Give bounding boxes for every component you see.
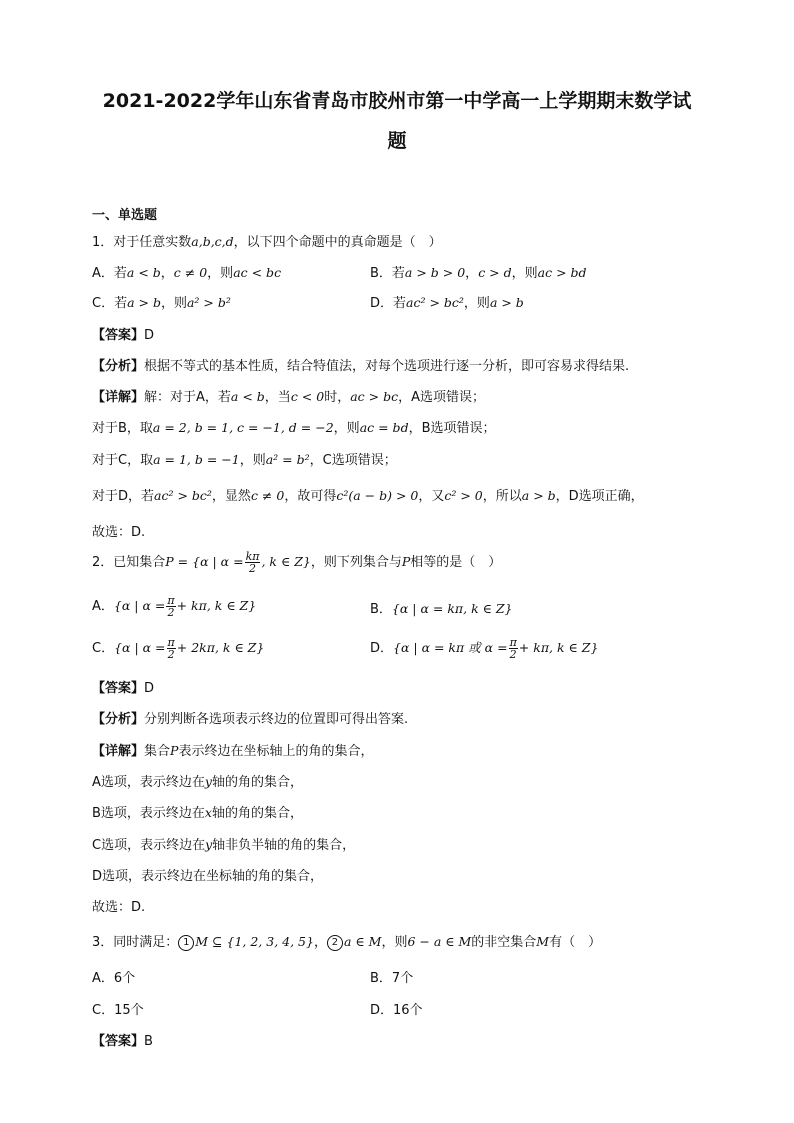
math: c²(a − b) > 0 [336,488,419,503]
q1-option-d [370,292,524,311]
text: ，则 [333,421,360,436]
answer-label: 【答案】 [92,1034,145,1049]
math: a > b [489,295,524,310]
answer-value: D [144,328,155,343]
q1-detail-line-3 [92,449,397,468]
answer-label: 【答案】 [92,328,145,343]
q1-choose: 故选：D. [92,525,146,540]
fraction-numerator: π [167,594,175,607]
answer-label: 【答案】 [92,681,145,696]
q1-detail-line-2 [92,417,496,436]
text: ，当 [264,390,291,405]
math: a = 1, b = −1 [153,452,240,467]
q1-option-a [92,262,281,281]
option-label: A． [92,599,114,614]
math: ac² > bc² [154,488,212,503]
text: 表示终边在坐标轴上的角的集合， [178,744,374,759]
q1-answer [92,324,154,343]
math: a = 2, b = 1, c = −1, d = −2 [152,420,334,435]
fraction-denominator: 2 [249,562,257,575]
fraction [166,595,175,618]
q1-option-b [370,262,587,281]
math: 6 − a ∈ M [407,934,472,949]
text: ，显然 [211,489,251,504]
math: , k ∈ Z} [261,554,311,569]
circled-number-1: 1 [178,935,194,951]
math: y [205,837,213,852]
math: ac > bc [350,389,399,404]
q3-stem [92,931,601,951]
text: ，C选项错误； [309,453,397,468]
text: ，A选项错误； [398,390,485,405]
math: P [401,554,411,569]
analysis-label: 【分析】 [92,359,145,374]
q2-answer [92,677,154,696]
fraction [167,637,176,660]
math: ac² > bc² [406,295,464,310]
q2-detail-a [92,771,303,790]
option-label: C． [92,641,115,656]
math: P [170,743,179,758]
text: 有（ ） [549,935,602,950]
math: + kπ, k ∈ Z} [518,640,599,655]
fraction-denominator: 2 [167,606,175,619]
section-heading: 一、单选题 [92,208,158,223]
math: a² > b² [186,295,231,310]
page-title: 2021-2022学年山东省青岛市胶州市第一中学高一上学期期末数学试 [102,90,692,112]
detail-label: 【详解】 [92,744,145,759]
q1-option-c [92,292,231,311]
math: {α | α = kπ, k ∈ Z} [391,601,513,616]
math: {α | α = kπ 或 α = [393,640,508,655]
q2-detail-d: D选项，表示终边在坐标轴的角的集合， [92,869,324,884]
math: a² = b² [265,452,310,467]
text: 对于C，取 [92,453,154,468]
text: ，则下列集合与 [310,555,402,570]
q1-stem [92,231,442,250]
fraction [245,551,261,574]
math: M ⊆ {1, 2, 3, 4, 5} [195,934,314,949]
text: ，B选项错误； [408,421,496,436]
answer-value: B [144,1034,153,1049]
analysis-text: 分别判断各选项表示终边的位置即可得出答案. [144,712,409,727]
math: P = {α | α = [165,554,244,569]
answer-value: D [144,681,155,696]
fraction-denominator: 2 [167,648,175,661]
math: c < 0 [290,389,325,404]
text: ，D选项正确， [555,489,644,504]
circled-number-2: 2 [327,935,343,951]
q1-stem-post: ，以下四个命题中的真命题是（ ） [233,235,442,250]
text: 时， [324,390,351,405]
separator: ， [465,266,479,281]
text: 2．已知集合 [92,555,166,570]
fraction-numerator: kπ [245,550,260,563]
q2-choose: 故选：D. [92,900,146,915]
math: a ∈ M [343,934,382,949]
text: B选项，表示终边在 [92,806,205,821]
math: y [204,774,212,789]
q2-option-b [370,598,513,617]
q3-option-a: A．6个 [92,971,136,986]
text: ，所以 [482,489,522,504]
q2-option-a [92,595,256,618]
text: C选项，表示终边在 [92,838,206,853]
q2-option-d [370,637,598,660]
page-title-continued: 题 [387,130,407,152]
text: ，则 [239,453,266,468]
fraction [509,637,518,660]
math: c ≠ 0 [173,265,208,280]
q2-detail [92,740,373,759]
math: {α | α = [114,640,166,655]
q2-analysis [92,708,408,727]
separator: ， [160,266,174,281]
fraction-denominator: 2 [509,648,517,661]
text: ，则 [207,266,234,281]
fraction-numerator: π [509,636,517,649]
q2-detail-b [92,802,303,821]
math: a > b [127,295,161,310]
q1-detail-line-4 [92,485,644,504]
math: a > b > 0 [404,265,466,280]
q1-detail-line-1 [92,386,485,405]
math: c² > 0 [444,488,483,503]
option-label: C．若 [92,296,128,311]
q3-answer [92,1030,153,1049]
q1-stem-vars: a,b,c,d [191,234,234,249]
text: 对于B，取 [92,421,153,436]
q3-option-d: D．16个 [370,1003,423,1018]
option-label: B． [370,602,392,617]
text: ，又 [418,489,445,504]
separator: ， [313,935,327,950]
analysis-label: 【分析】 [92,712,145,727]
text: 轴的角的集合， [211,775,303,790]
math: + 2kπ, k ∈ Z} [176,640,265,655]
math: ac = bd [359,420,409,435]
text: 3．同时满足： [92,935,179,950]
analysis-text: 根据不等式的基本性质，结合特值法，对每个选项进行逐一分析，即可容易求得结果. [144,359,630,374]
math: x [204,805,212,820]
math: a > b [521,488,556,503]
q3-option-b: B．7个 [370,971,414,986]
text: ，故可得 [284,489,337,504]
text: ，则 [463,296,490,311]
text: 对于D，若 [92,489,155,504]
text: 集合 [144,744,171,759]
detail-label: 【详解】 [92,390,145,405]
math: {α | α = [113,598,166,613]
q2-stem [92,551,501,574]
math: ac > bd [537,265,587,280]
math: + kπ, k ∈ Z} [176,598,257,613]
q1-analysis [92,355,629,374]
fraction-numerator: π [167,636,175,649]
q3-option-c: C．15个 [92,1003,144,1018]
text: 轴的角的集合， [211,806,303,821]
option-label: D．若 [370,296,407,311]
q1-stem-pre: 1．对于任意实数 [92,235,192,250]
text: 相等的是（ ） [410,555,502,570]
math: M [536,934,550,949]
q2-option-c [92,637,264,660]
text: ，则 [381,935,408,950]
option-label: A．若 [92,266,127,281]
option-label: B．若 [370,266,405,281]
math: ac < bc [233,265,282,280]
text: ，则 [160,296,187,311]
text: 轴非负半轴的角的集合， [212,838,356,853]
text: ，则 [511,266,538,281]
math: a < b [126,265,161,280]
math: c > d [478,265,512,280]
math: c ≠ 0 [250,488,285,503]
q2-detail-c [92,834,355,853]
option-label: D． [370,641,394,656]
text: 解：对于A，若 [144,390,231,405]
math: a < b [230,389,265,404]
text: 的非空集合 [471,935,537,950]
text: A选项，表示终边在 [92,775,205,790]
